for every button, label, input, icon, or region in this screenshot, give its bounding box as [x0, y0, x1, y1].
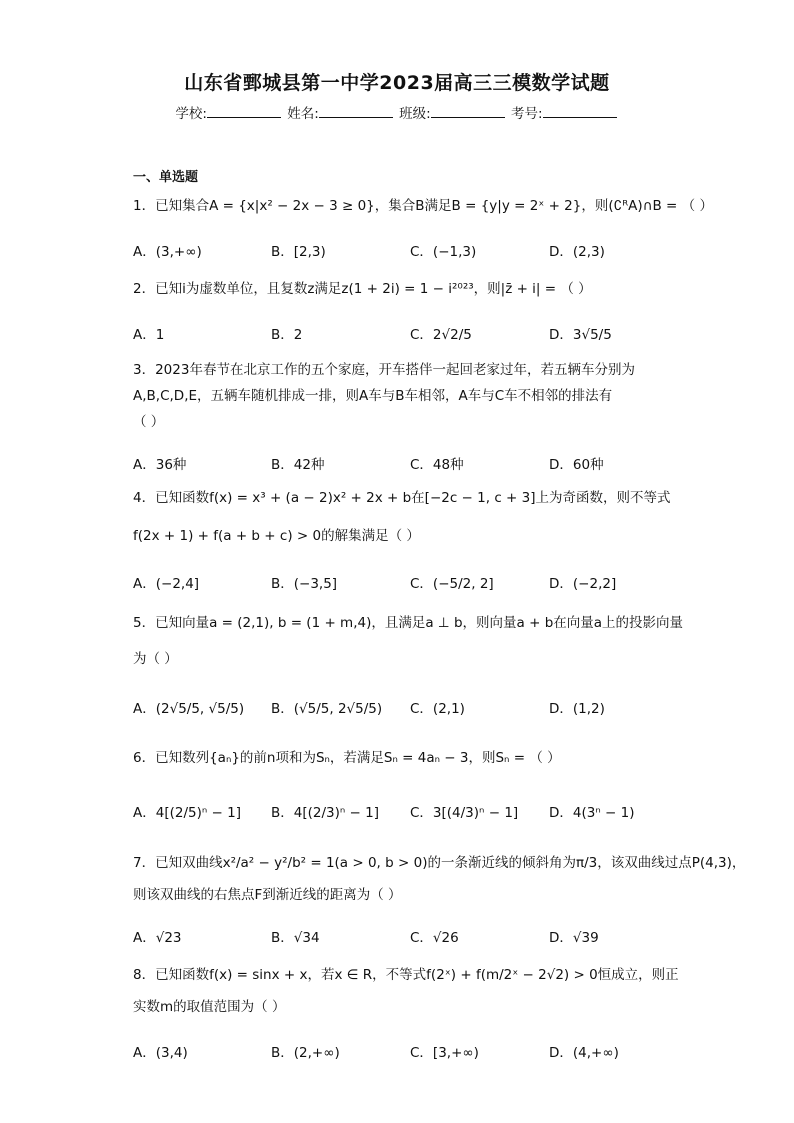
question-4 [133, 485, 673, 549]
question-1 [133, 193, 713, 219]
option-d[interactable]: D．(−2,2] [549, 576, 617, 592]
option-a[interactable]: A．(3,+∞) [133, 244, 202, 260]
option-b[interactable]: B．2 [271, 327, 303, 343]
exam-number-label: 考号: [511, 106, 543, 122]
option-d[interactable]: D．4(3ⁿ − 1) [549, 805, 635, 821]
option-a[interactable]: A．36种 [133, 457, 187, 473]
question-text-line-2: 实数m的取值范围为（ ） [133, 999, 286, 1015]
class-blank[interactable] [431, 105, 505, 118]
option-b[interactable]: B．(2,+∞) [271, 1045, 340, 1061]
option-c[interactable]: C．√26 [410, 930, 459, 946]
question-text-line-2: A,B,C,D,E，五辆车随机排成一排，则A车与B车相邻，A车与C车不相邻的排法有 [133, 388, 613, 404]
option-b[interactable]: B．4[(2/3)ⁿ − 1] [271, 805, 380, 821]
option-b[interactable]: B．(√5/5, 2√5/5) [271, 701, 383, 717]
school-label: 学校: [175, 106, 207, 122]
question-5 [133, 610, 684, 672]
question-text-line-1: 5．已知向量a = (2,1), b = (1 + m,4)，且满足a ⊥ b，则向量a + b在向量a上的投影向量 [133, 615, 684, 631]
section-title: 一、单选题 [133, 170, 199, 185]
question-6 [133, 745, 673, 771]
question-text-line-1: 3．2023年春节在北京工作的五个家庭，开车搭伴一起回老家过年，若五辆车分别为 [133, 362, 635, 378]
question-text-line-2: 则该双曲线的右焦点F到渐近线的距离为（ ） [133, 887, 402, 903]
class-label: 班级: [399, 106, 431, 122]
question-text: 2．已知i为虚数单位，且复数z满足z(1 + 2i) = 1 − i²⁰²³，则|z̄ + i| = （ ） [133, 281, 592, 297]
option-a[interactable]: A．1 [133, 327, 165, 343]
option-b[interactable]: B．√34 [271, 930, 320, 946]
option-a[interactable]: A．√23 [133, 930, 182, 946]
option-d[interactable]: D．60种 [549, 457, 604, 473]
question-1-options [133, 240, 673, 270]
option-b[interactable]: B．(−3,5] [271, 576, 338, 592]
option-b[interactable]: B．[2,3) [271, 244, 326, 260]
exam-number-blank[interactable] [543, 105, 617, 118]
option-c[interactable]: C．[3,+∞) [410, 1045, 479, 1061]
question-8-options [133, 1041, 673, 1071]
name-label: 姓名: [287, 106, 319, 122]
exam-title: 山东省鄄城县第一中学2023届高三三模数学试题 [184, 72, 610, 94]
option-b[interactable]: B．42种 [271, 457, 325, 473]
question-7-options [133, 926, 673, 956]
question-text: 1．已知集合A = {x|x² − 2x − 3 ≥ 0}，集合B满足B = {y|y = 2ˣ + 2}，则(∁ᴿA)∩B = （ ） [133, 198, 713, 214]
question-text-line-2: 为（ ） [133, 651, 178, 667]
option-d[interactable]: D．√39 [549, 930, 599, 946]
question-7 [133, 850, 746, 908]
question-3-options [133, 453, 673, 483]
question-2 [133, 276, 673, 302]
question-text-line-3: （ ） [133, 414, 165, 430]
option-c[interactable]: C．48种 [410, 457, 464, 473]
school-blank[interactable] [207, 105, 281, 118]
option-d[interactable]: D．(4,+∞) [549, 1045, 619, 1061]
question-8 [133, 962, 679, 1020]
option-c[interactable]: C．(−1,3) [410, 244, 477, 260]
option-d[interactable]: D．(2,3) [549, 244, 605, 260]
student-info-row [0, 102, 794, 122]
option-a[interactable]: A．(3,4) [133, 1045, 188, 1061]
option-d[interactable]: D．(1,2) [549, 701, 605, 717]
option-c[interactable]: C．2√2/5 [410, 327, 472, 343]
question-3 [133, 357, 673, 435]
option-c[interactable]: C．(−5/2, 2] [410, 576, 494, 592]
question-5-options [133, 697, 673, 727]
option-d[interactable]: D．3√5/5 [549, 327, 612, 343]
question-2-options [133, 323, 673, 353]
option-a[interactable]: A．(−2,4] [133, 576, 200, 592]
question-4-options [133, 572, 673, 602]
question-text-line-1: 4．已知函数f(x) = x³ + (a − 2)x² + 2x + b在[−2c − 1, c + 3]上为奇函数，则不等式 [133, 490, 671, 506]
name-blank[interactable] [319, 105, 393, 118]
option-a[interactable]: A．4[(2/5)ⁿ − 1] [133, 805, 241, 821]
question-text-line-1: 7．已知双曲线x²/a² − y²/b² = 1(a > 0, b > 0)的一条渐近线的倾斜角为π/3，该双曲线过点P(4,3)， [133, 855, 746, 871]
question-text-line-1: 8．已知函数f(x) = sinx + x，若x ∈ R，不等式f(2ˣ) + f(m/2ˣ − 2√2) > 0恒成立，则正 [133, 967, 679, 983]
option-a[interactable]: A．(2√5/5, √5/5) [133, 701, 245, 717]
option-c[interactable]: C．3[(4/3)ⁿ − 1] [410, 805, 519, 821]
question-6-options [133, 801, 673, 831]
question-text: 6．已知数列{aₙ}的前n项和为Sₙ，若满足Sₙ = 4aₙ − 3，则Sₙ = （ ） [133, 750, 561, 766]
question-text-line-2: f(2x + 1) + f(a + b + c) > 0的解集满足（ ） [133, 528, 420, 544]
option-c[interactable]: C．(2,1) [410, 701, 465, 717]
